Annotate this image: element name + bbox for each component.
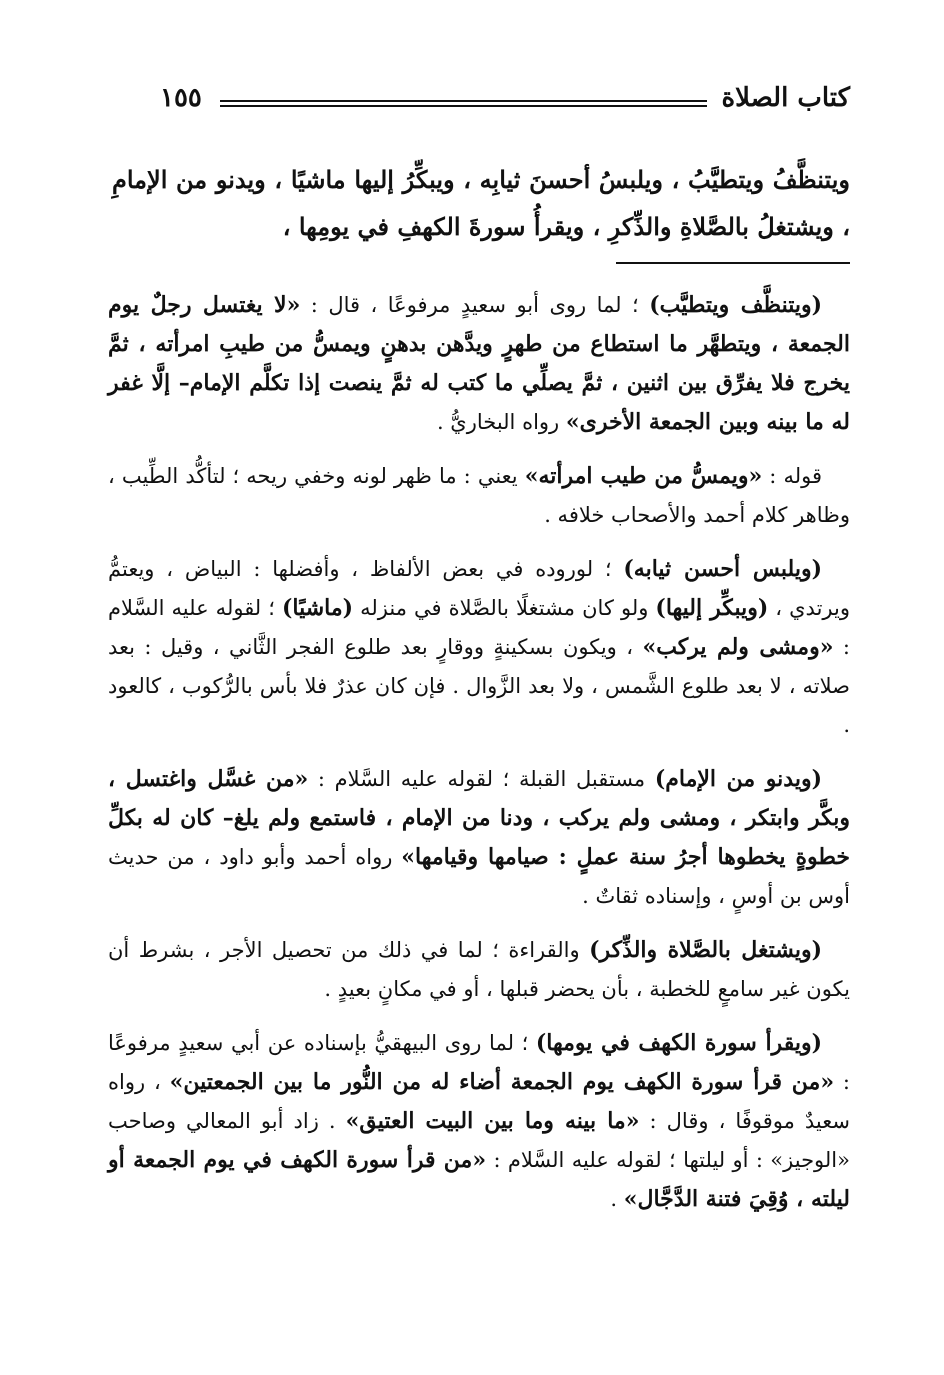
quoted-text: «من قرأ سورة الكهف في يوم الجمعة أو ليلته ، وُقِيَ فتنة الدَّجَّال» xyxy=(108,1147,850,1212)
commentary-section xyxy=(108,286,850,1234)
quoted-text: (ويبكِّر إليها) xyxy=(655,595,769,621)
commentary-text: ، ويكون بسكينةٍ ووقارٍ بعد طلوع الفجر الثَّاني ، وقيل : بعد صلاته ، لا بعد طلوع الشَّمس ، ولا بعد الزَّوال . فإن كان عذرٌ فلا بأس بالرُّكوب ، كالعود . xyxy=(108,635,850,737)
commentary-paragraph xyxy=(108,286,850,442)
header-rule xyxy=(220,100,708,107)
commentary-text: قوله : xyxy=(762,464,822,488)
commentary-paragraph xyxy=(108,457,850,535)
commentary-text: ، رواه سعيدٌ موقوفًا ، وقال : xyxy=(108,1070,851,1133)
commentary-text: مستقبل القبلة ؛ لقوله عليه السَّلام : xyxy=(308,767,655,791)
commentary-paragraph xyxy=(108,760,850,916)
commentary-paragraph xyxy=(108,550,850,745)
commentary-text: رواه أحمد وأبو داود ، من حديث أوس بن أوسٍ ، وإسناده ثقاتٌ . xyxy=(108,845,850,908)
commentary-text: ؛ لقوله عليه السَّلام : xyxy=(108,596,850,659)
quoted-text: (ويتنظَّف ويتطيَّب) xyxy=(649,292,822,318)
main-text: ويتنظَّفُ ويتطيَّبُ ، ويلبسُ أحسنَ ثيابِه ، ويبكِّرُ إليها ماشيًا ، ويدنو من الإمامِ ، ويشتغلُ بالصَّلاةِ والذِّكرِ ، ويقرأُ سورةَ الكهفِ في يومِها ، xyxy=(112,165,850,241)
commentary-paragraph xyxy=(108,931,850,1009)
quoted-text: (ماشيًا) xyxy=(282,595,354,621)
book-title: كتاب الصلاة xyxy=(721,83,850,113)
commentary-text: رواه البخاريُّ . xyxy=(436,410,566,434)
quoted-text: (ويشتغل بالصَّلاة والذِّكر) xyxy=(589,937,822,963)
footnote-separator xyxy=(616,262,850,264)
page-number: ١٥٥ xyxy=(160,83,202,113)
commentary-paragraph xyxy=(108,1024,850,1219)
commentary-text: ؛ لوروده في بعض الألفاظ ، وأفضلها : البياض ، ويعتمُّ ويرتدي ، xyxy=(108,557,850,620)
quoted-text: «من قرأ سورة الكهف يوم الجمعة أضاء له من النُّور ما بين الجمعتين» xyxy=(169,1069,835,1095)
quoted-text: (ويدنو من الإمام) xyxy=(654,766,822,792)
quoted-text: «ويمسُّ من طيب امرأته» xyxy=(524,463,763,489)
commentary-text: . xyxy=(610,1187,624,1211)
commentary-text: . زاد أبو المعالي وصاحب «الوجيز» : أو ليلتها ؛ لقوله عليه السَّلام : xyxy=(108,1109,850,1172)
quoted-text: «لا يغتسل رجلٌ يوم الجمعة ، ويتطهَّر ما استطاع من طهرٍ ويدَّهن بدهنٍ ويمسُّ من طيبِ امرأته ، ثمَّ يخرج فلا يفرِّق بين اثنين ، ثمَّ يصلِّي ما كتب له ثمَّ ينصت إذا تكلَّم الإمام– إلَّا غفر له ما بينه وبين الجمعة الأخرى» xyxy=(108,292,850,435)
commentary-text: والقراءة ؛ لما في ذلك من تحصيل الأجر ، بشرط أن يكون غير سامعٍ للخطبة ، بأن يحضر قبلها ، أو في مكانٍ بعيدٍ . xyxy=(108,938,850,1001)
commentary-text: ؛ لما روى البيهقيُّ بإسناده عن أبي سعيدٍ مرفوعًا : xyxy=(108,1031,850,1094)
commentary-text: ؛ لما روى أبو سعيدٍ مرفوعًا ، قال : xyxy=(300,293,650,317)
quoted-text: (ويلبس أحسن ثيابه) xyxy=(623,556,822,582)
quoted-text: (ويقرأ سورة الكهف في يومها) xyxy=(535,1030,822,1056)
quoted-text: «من غسَّل واغتسل ، وبكَّر وابتكر ، ومشى ولم يركب ، ودنا من الإمام ، فاستمع ولم يلغ– كان له بكلِّ خطوةٍ يخطوها أجرُ سنة عملٍ : صيامها وقيامها» xyxy=(108,766,850,870)
quoted-text: «ما بينه وما بين البيت العتيق» xyxy=(345,1108,640,1134)
quoted-text: «ومشى ولم يركب» xyxy=(642,634,834,660)
commentary-text: ولو كان مشتغلًا بالصَّلاة في منزله xyxy=(353,596,656,620)
commentary-text: يعني : ما ظهر لونه وخفي ريحه ؛ لتأكُّد الطِّيب ، وظاهر كلام أحمد والأصحاب خلافه . xyxy=(108,464,850,527)
running-header xyxy=(160,78,850,118)
